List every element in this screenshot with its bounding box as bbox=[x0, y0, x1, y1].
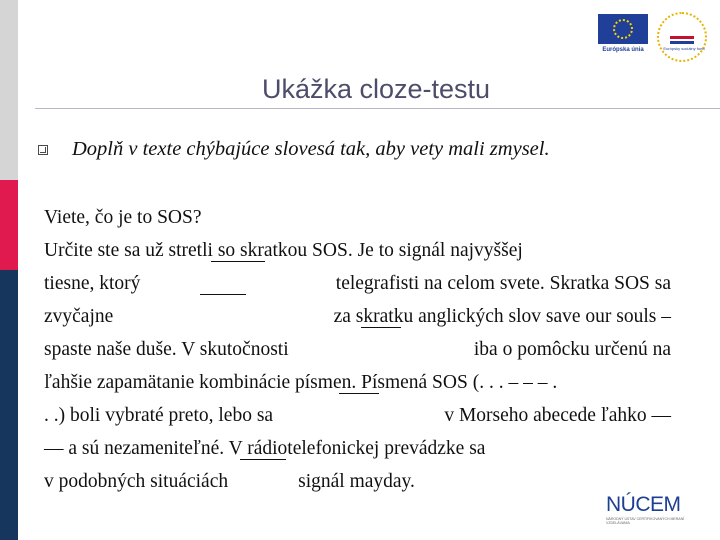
text-line: zvyčajne za skratku anglických slov save our souls – bbox=[44, 300, 671, 333]
instruction-text: Doplň v texte chýbajúce slovesá tak, aby vety mali zmysel. bbox=[72, 138, 550, 160]
blank-gap[interactable] bbox=[211, 261, 265, 262]
eu-flag-icon bbox=[598, 14, 648, 44]
esf-logo bbox=[657, 12, 707, 62]
cloze-text-block bbox=[44, 201, 671, 498]
text-heading: Viete, čo je to SOS? bbox=[44, 207, 202, 228]
strip-navy-segment bbox=[0, 270, 18, 540]
nucem-subtitle: NÁRODNÝ ÚSTAV CERTIFIKOVANÝCH MERANÍ VZDELÁVANIA bbox=[606, 517, 685, 526]
text-line: Určite ste sa už stretli so skratkou SOS. Je to signál najvyššej bbox=[44, 240, 523, 261]
text-line: . .) boli vybraté preto, lebo sa v Morseho abecede ľahko — bbox=[44, 399, 671, 432]
nucem-wordmark: NÚCEM bbox=[606, 493, 681, 516]
slide-title: Ukážka cloze-testu bbox=[261, 74, 491, 104]
nucem-logo bbox=[606, 494, 686, 528]
text-line: ľahšie zapamätanie kombinácie písmen. Písmená SOS (. . . – – – . bbox=[44, 372, 558, 393]
text-line: v podobných situáciách signál mayday. bbox=[44, 465, 671, 498]
esf-star-ring-icon bbox=[657, 12, 707, 62]
left-accent-strip bbox=[0, 0, 18, 540]
checkbox-bullet-icon bbox=[38, 145, 48, 155]
blank-gap[interactable] bbox=[361, 327, 401, 328]
eu-caption: Európska únia bbox=[602, 47, 644, 53]
blank-gap[interactable] bbox=[200, 294, 246, 295]
esf-caption: Európsky sociálny fond bbox=[663, 46, 705, 51]
text-line: spaste naše duše. V skutočnosti iba o pomôcku určenú na bbox=[44, 333, 671, 366]
text-line: tiesne, ktorý telegrafisti na celom svete. Skratka SOS sa bbox=[44, 267, 671, 300]
blank-gap[interactable] bbox=[339, 393, 379, 394]
strip-grey-segment bbox=[0, 0, 18, 180]
text-line: — a sú nezameniteľné. V rádiotelefonickej prevádzke sa bbox=[44, 438, 486, 459]
blank-gap[interactable] bbox=[240, 459, 286, 460]
title-divider bbox=[35, 108, 720, 109]
eu-logo bbox=[598, 14, 648, 60]
strip-red-segment bbox=[0, 180, 18, 270]
